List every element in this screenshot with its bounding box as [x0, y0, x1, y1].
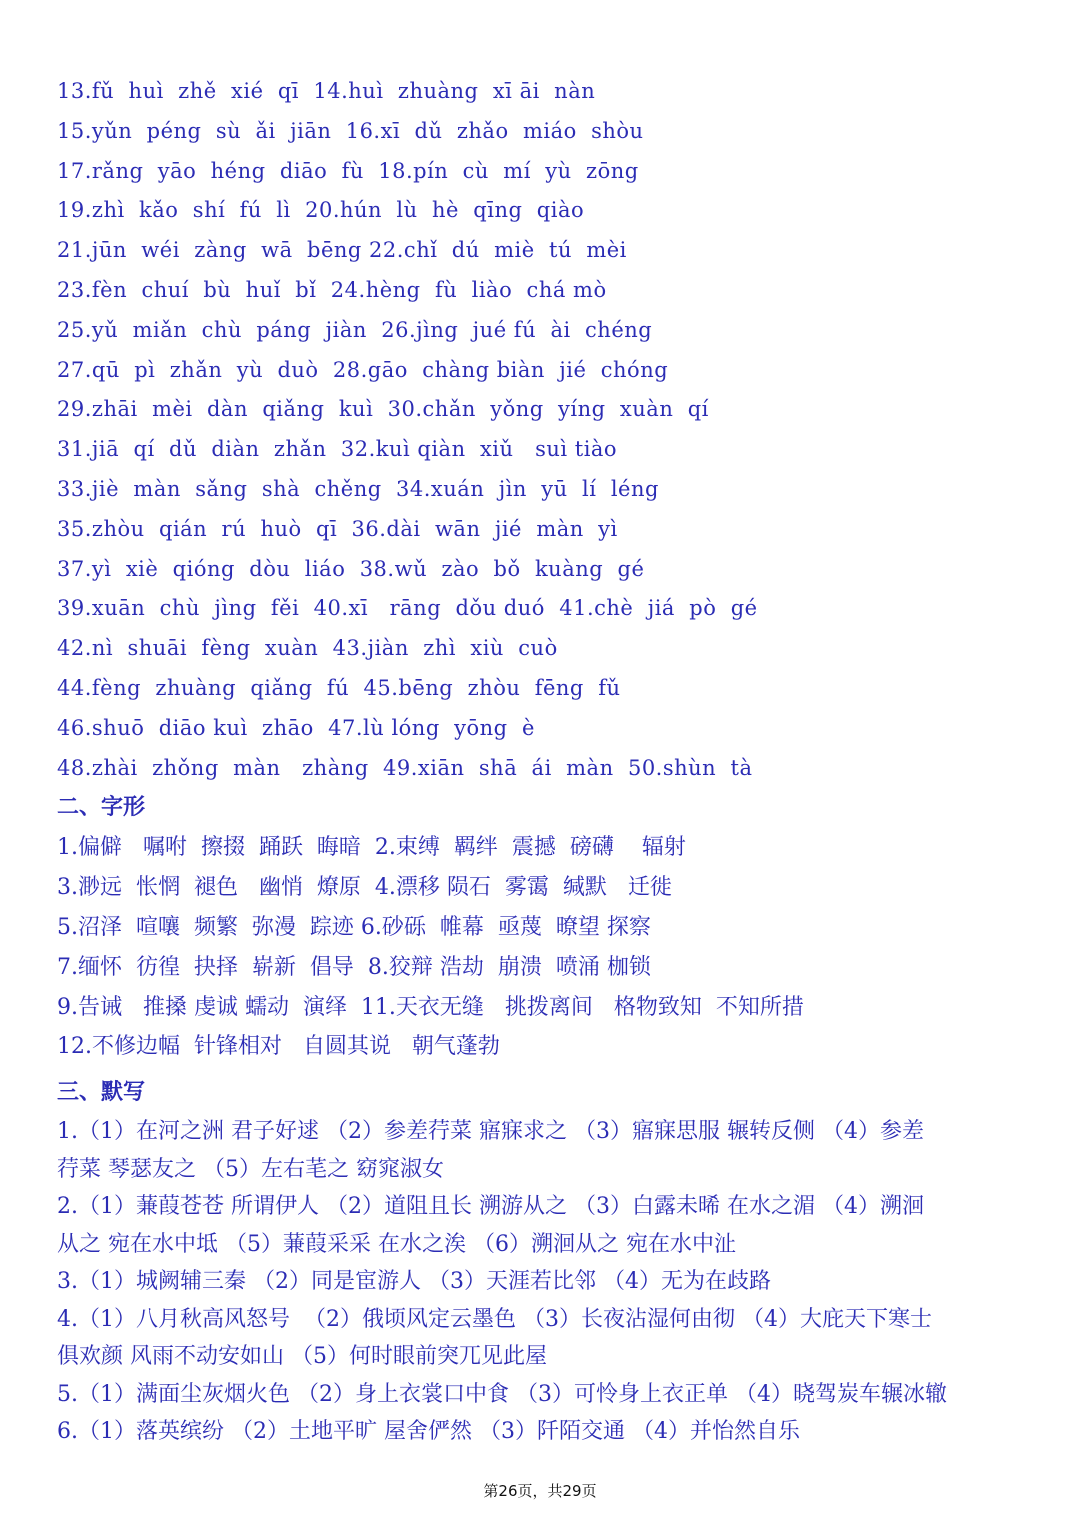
dictation-line: 3.（1）城阙辅三秦 （2）同是宦游人 （3）天涯若比邻 （4）无为在歧路 — [57, 1269, 771, 1295]
glyph-line: 12.不修边幅 针锋相对 自圆其说 朝气蓬勃 — [57, 1034, 500, 1060]
pinyin-line: 42.nì shuāi fèng xuàn 43.jiàn zhì xiù cuò — [57, 636, 558, 661]
pinyin-line: 21.jūn wéi zàng wā bēng 22.chǐ dú miè tú mèi — [57, 238, 627, 263]
answer-content — [57, 72, 1037, 1451]
glyph-line: 9.告诫 推搡 虔诚 蠕动 演绎 11.天衣无缝 挑拨离间 格物致知 不知所措 — [57, 994, 804, 1020]
glyph-line: 1.偏僻 嘱咐 擦掇 踊跃 晦暗 2.束缚 羁绊 震撼 磅礴 辐射 — [57, 835, 686, 861]
glyph-line: 3.渺远 怅惘 褪色 幽悄 燎原 4.漂移 陨石 雾霭 缄默 迁徙 — [57, 875, 672, 901]
dictation-line: 4.（1）八月秋高风怒号 （2）俄顷风定云墨色 （3）长夜沾湿何由彻 （4）大庇天下寒士 — [57, 1306, 932, 1332]
glyph-section — [57, 788, 1037, 1067]
pinyin-line: 39.xuān chù jìng fěi 40.xī rāng dǒu duó 41.chè jiá pò gé — [57, 596, 758, 621]
glyph-line: 7.缅怀 彷徨 抉择 崭新 倡导 8.狡辩 浩劫 崩溃 喷涌 枷锁 — [57, 954, 651, 980]
dictation-line: 2.（1）蒹葭苍苍 所谓伊人 （2）道阻且长 溯游从之 （3）白露未晞 在水之湄 （4）溯洄 — [57, 1194, 924, 1220]
pinyin-line: 27.qū pì zhǎn yù duò 28.gāo chàng biàn jié chóng — [57, 357, 669, 382]
dictation-line: 6.（1）落英缤纷 （2）土地平旷 屋舍俨然 （3）阡陌交通 （4）并怡然自乐 — [57, 1419, 800, 1445]
dictation-line: 从之 宛在水中坻 （5）蒹葭采采 在水之涘 （6）溯洄从之 宛在水中沚 — [57, 1231, 736, 1257]
pinyin-line: 44.fèng zhuàng qiǎng fú 45.bēng zhòu fēng fǔ — [57, 675, 621, 700]
pinyin-line: 37.yì xiè qióng dòu liáo 38.wǔ zào bǒ kuàng gé — [57, 556, 645, 581]
pinyin-line: 46.shuō diāo kuì zhāo 47.lù lóng yōng è — [57, 715, 535, 740]
pinyin-line: 19.zhì kǎo shí fú lì 20.hún lù hè qīng qiào — [57, 198, 585, 223]
pinyin-line: 33.jiè màn sǎng shà chěng 34.xuán jìn yū lí léng — [57, 476, 659, 501]
pinyin-line: 29.zhāi mèi dàn qiǎng kuì 30.chǎn yǒng yíng xuàn qí — [57, 397, 709, 422]
dictation-line: 俱欢颜 风雨不动安如山 （5）何时眼前突兀见此屋 — [57, 1344, 547, 1370]
dictation-section — [57, 1073, 1037, 1451]
dictation-line: 5.（1）满面尘灰烟火色 （2）身上衣裳口中食 （3）可怜身上衣正单 （4）晓驾炭车辗冰辙 — [57, 1381, 947, 1407]
dictation-line: 荇菜 琴瑟友之 （5）左右芼之 窈窕淑女 — [57, 1156, 444, 1182]
pinyin-line: 13.fǔ huì zhě xié qī 14.huì zhuàng xī āi nàn — [57, 79, 596, 103]
glyph-line: 5.沼泽 喧嚷 频繁 弥漫 踪迹 6.砂砾 帷幕 亟蔑 暸望 探察 — [57, 914, 651, 940]
pinyin-line: 17.rǎng yāo héng diāo fù 18.pín cù mí yù zōng — [57, 158, 639, 183]
pinyin-line: 25.yǔ miǎn chù páng jiàn 26.jìng jué fú ài chéng — [57, 317, 653, 342]
pinyin-line: 15.yǔn péng sù ǎi jiān 16.xī dǔ zhǎo miáo shòu — [57, 118, 644, 143]
dictation-line: 1.（1）在河之洲 君子好逑 （2）参差荇菜 寤寐求之 （3）寤寐思服 辗转反侧 （4）参差 — [57, 1119, 924, 1145]
pinyin-line: 31.jiā qí dǔ diàn zhǎn 32.kuì qiàn xiǔ suì tiào — [57, 437, 618, 462]
pinyin-line: 48.zhài zhǒng màn zhàng 49.xiān shā ái màn 50.shùn tà — [57, 755, 753, 780]
pinyin-line: 35.zhòu qián rú huò qī 36.dài wān jié màn yì — [57, 516, 618, 541]
section-heading-dictation: 三、默写 — [57, 1080, 146, 1106]
section-heading-glyphs: 二、字形 — [57, 795, 146, 821]
pinyin-line: 23.fèn chuí bù huǐ bǐ 24.hèng fù liào chá mò — [57, 277, 607, 302]
page-footer: 第26页，共29页 — [483, 1482, 597, 1500]
pinyin-section — [57, 72, 1037, 788]
